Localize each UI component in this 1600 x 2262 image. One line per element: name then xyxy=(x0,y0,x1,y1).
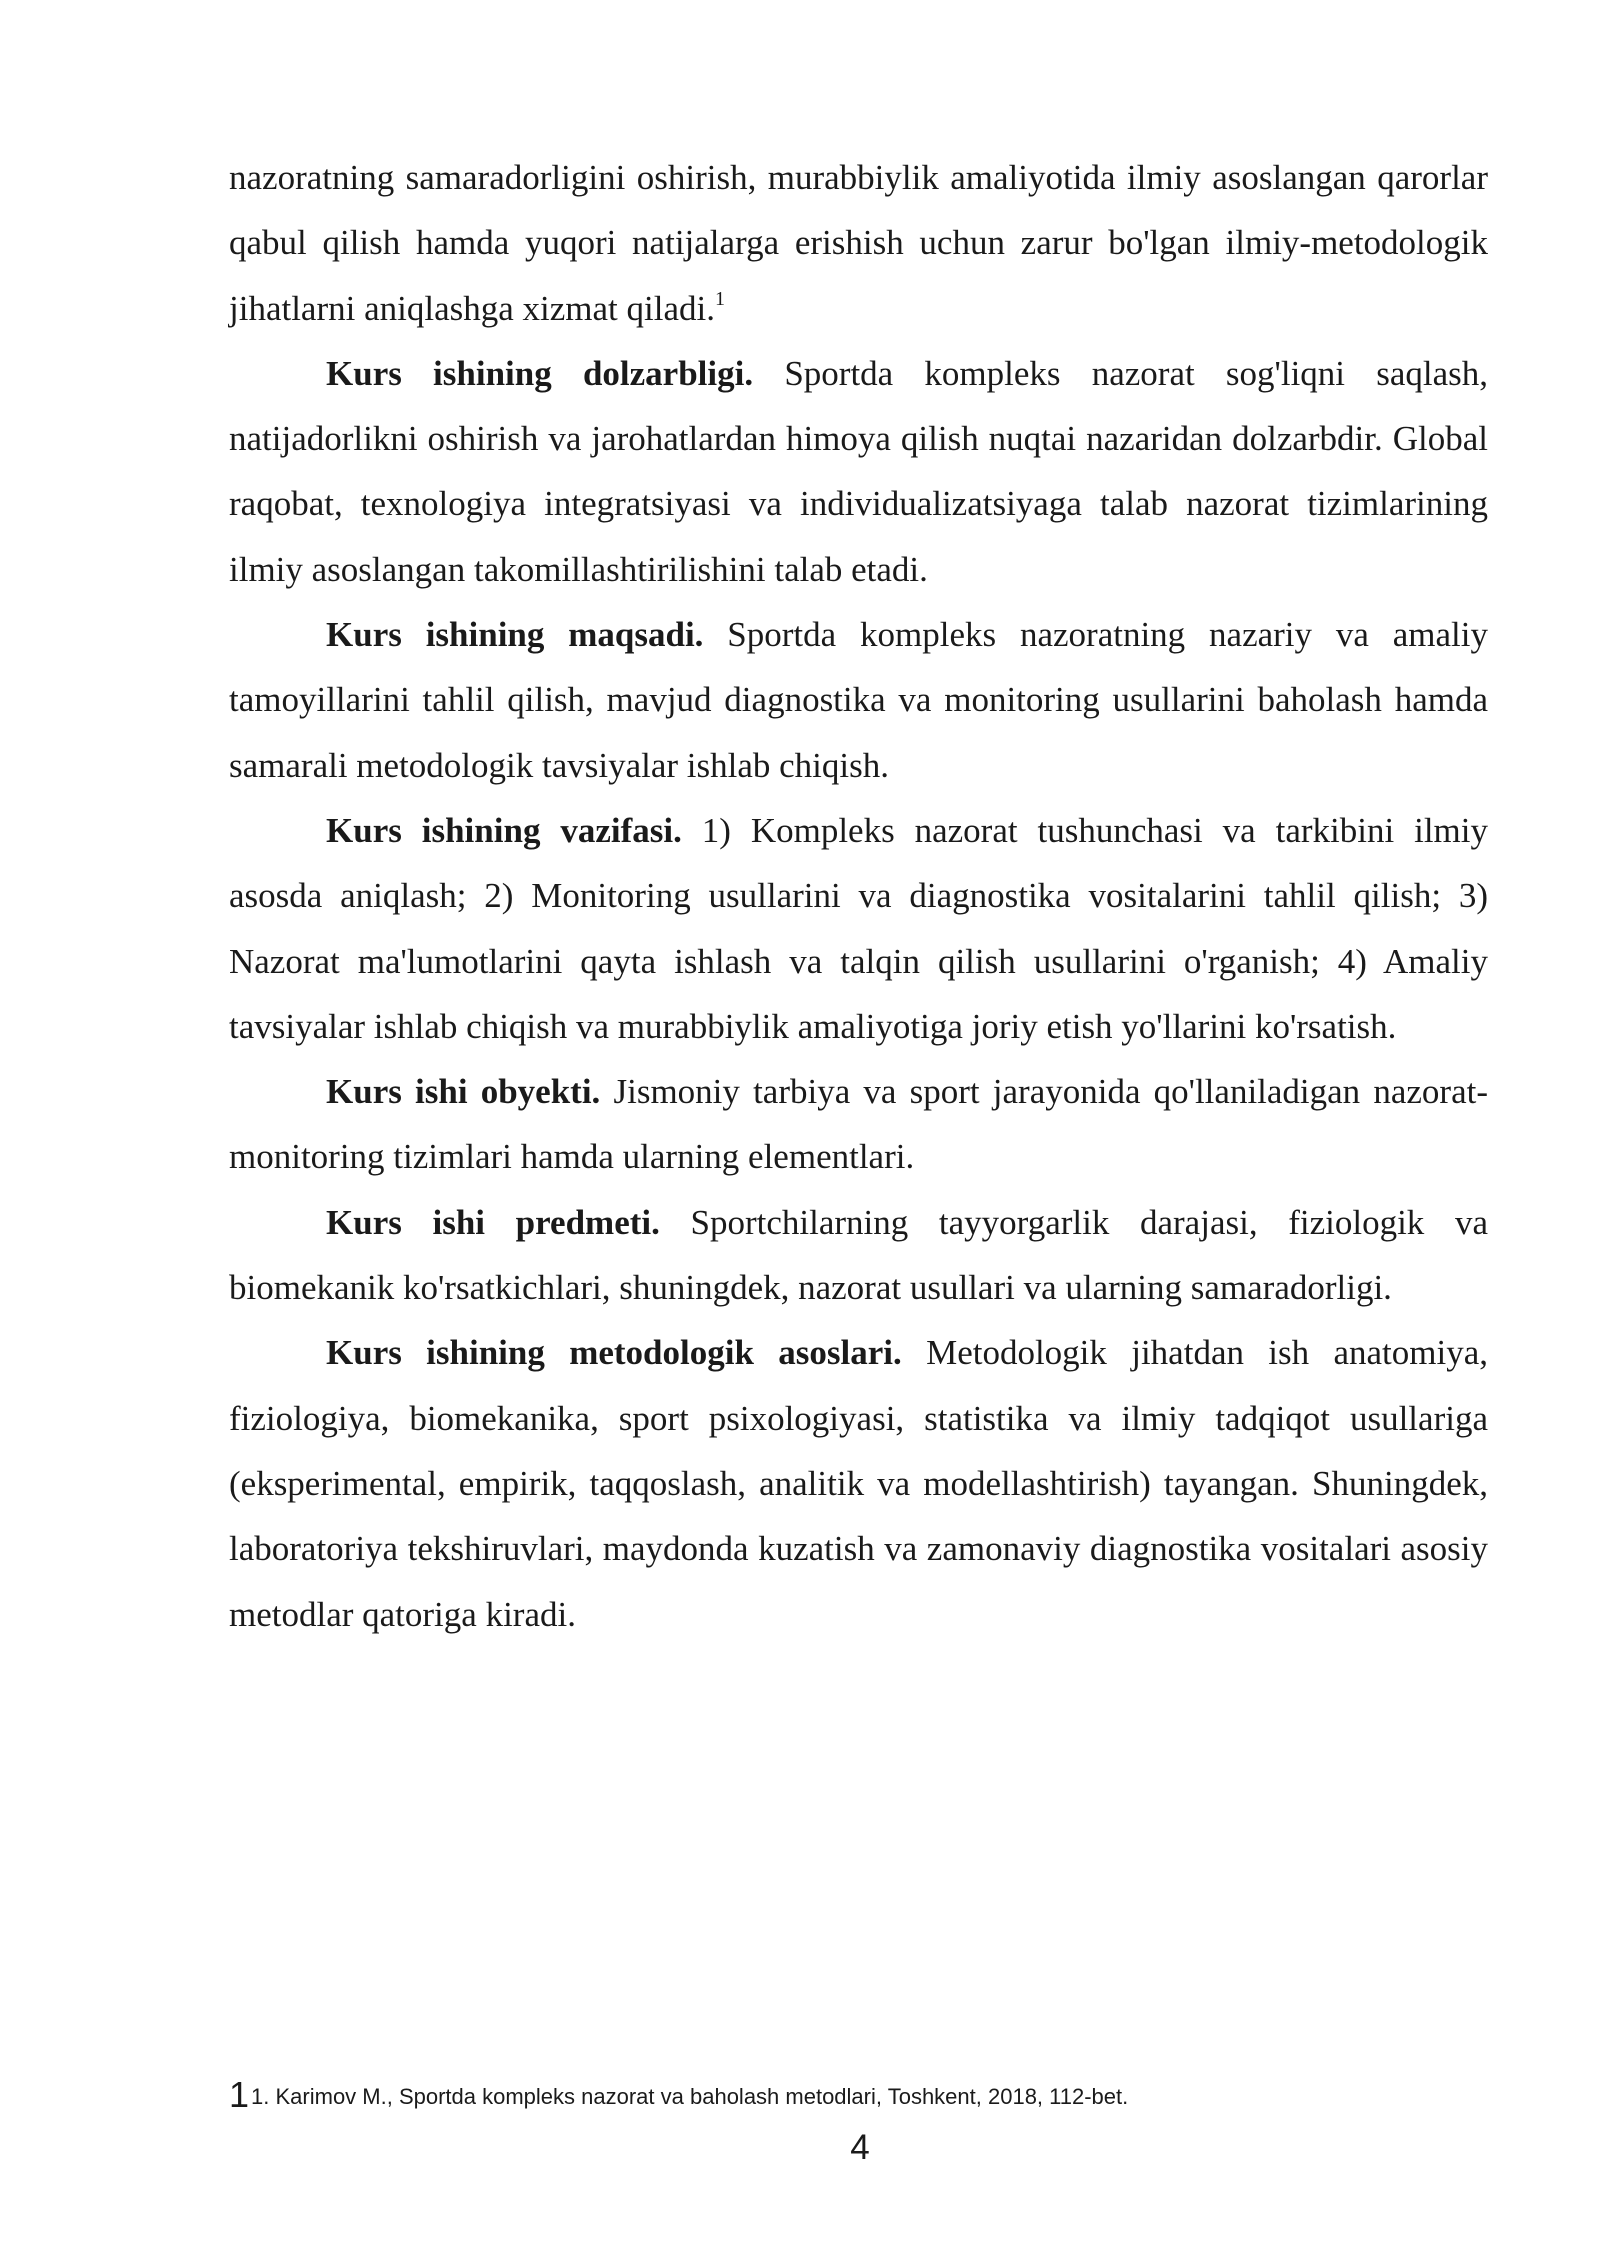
paragraph-text: Sportchilarning tayyorgarlik darajasi, fiziologik va biomekanik ko'rsatkichlari, shuningdek, nazorat usullari va ularning samaradorligi. xyxy=(229,1202,1488,1308)
paragraph-heading: Kurs ishi obyekti. xyxy=(326,1072,601,1112)
paragraph-text: 1) Kompleks nazorat tushunchasi va tarkibini ilmiy asosda aniqlash; 2) Monitoring usullarini va diagnostika vositalarini tahlil qilish; 3) Nazorat ma'lumotlarini qayta ishlash va talqin qilish usullarini o'rganish; 4) Amaliy tavsiyalar ishlab chiqish va murabbiylik amaliyotiga joriy etish yo'llarini ko'rsatish. xyxy=(229,810,1488,1046)
paragraph-maqsadi xyxy=(229,602,1488,798)
paragraph-dolzarbligi xyxy=(229,341,1488,602)
body-text xyxy=(229,145,1488,1647)
paragraph-text: Sportda kompleks nazorat sog'liqni saqlash, natijadorlikni oshirish va jarohatlardan himoya qilish nuqtai nazaridan dolzarbdir. Global raqobat, texnologiya integratsiyasi va individualizatsiyaga talab nazorat tizimlarining ilmiy asoslangan takomillashtirilishini talab etadi. xyxy=(229,353,1489,589)
paragraph-intro-continuation xyxy=(229,145,1488,341)
paragraph-vazifasi xyxy=(229,798,1488,1059)
paragraph-heading: Kurs ishining metodologik asoslari. xyxy=(326,1333,902,1373)
paragraph-text: Jismoniy tarbiya va sport jarayonida qo'llaniladigan nazorat-monitoring tizimlari hamda ularning elementlari. xyxy=(229,1072,1488,1177)
paragraph-text: nazoratning samaradorligini oshirish, murabbiylik amaliyotida ilmiy asoslangan qarorlar qabul qilish hamda yuqori natijalarga erishish uchun zarur bo'lgan ilmiy-metodologik jihatlarni aniqlashga xizmat qiladi. xyxy=(229,158,1488,328)
footnote-number: 1 xyxy=(229,2074,250,2115)
footnote xyxy=(229,2075,1488,2117)
paragraph-text: Metodologik jihatdan ish anatomiya, fiziologiya, biomekanika, sport psixologiyasi, statistika va ilmiy tadqiqot usullariga (eksperimental, empirik, taqqoslash, analitik va modellashtirish) tayangan. Shuningdek, laboratoriya tekshiruvlari, maydonda kuzatish va zamonaviy diagnostika vositalari asosiy metodlar qatoriga kiradi. xyxy=(229,1333,1489,1634)
paragraph-heading: Kurs ishining maqsadi. xyxy=(326,615,704,655)
paragraph-predmeti xyxy=(229,1190,1488,1321)
page-number: 4 xyxy=(850,2128,870,2167)
footnote-reference[interactable]: 1 xyxy=(714,287,725,310)
paragraph-heading: Kurs ishining vazifasi. xyxy=(326,810,682,850)
paragraph-obyekti xyxy=(229,1059,1488,1190)
paragraph-heading: Kurs ishi predmeti. xyxy=(326,1202,660,1242)
paragraph-text: Sportda kompleks nazoratning nazariy va amaliy tamoyillarini tahlil qilish, mavjud diagnostika va monitoring usullarini baholash hamda samarali metodologik tavsiyalar ishlab chiqish. xyxy=(229,615,1488,785)
footnote-text: 1. Karimov M., Sportda kompleks nazorat va baholash metodlari, Toshkent, 2018, 112-bet. xyxy=(251,2084,1129,2109)
paragraph-metodologik xyxy=(229,1320,1488,1646)
paragraph-heading: Kurs ishining dolzarbligi. xyxy=(326,353,754,393)
